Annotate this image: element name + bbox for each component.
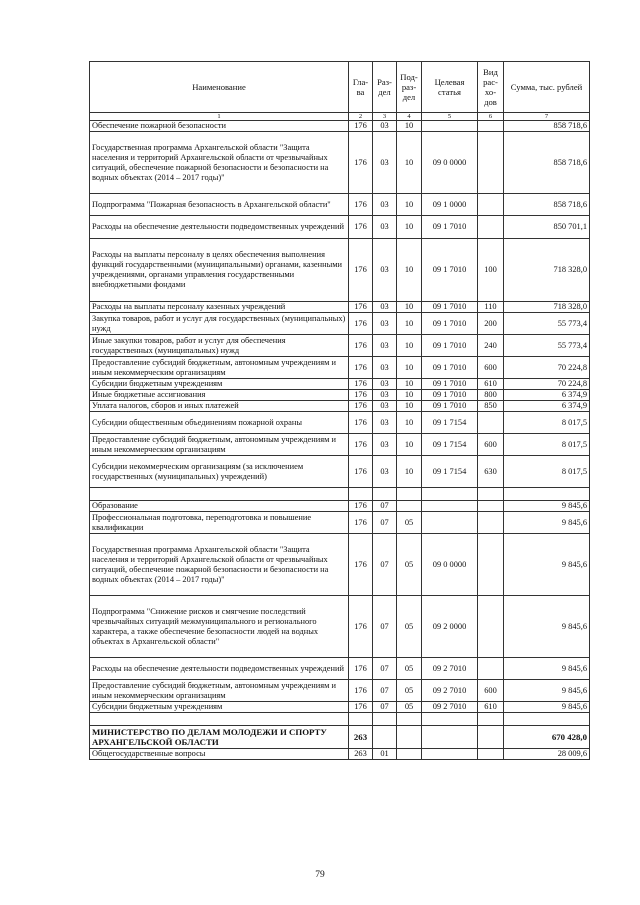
row-section: 03 <box>373 194 397 216</box>
row-sum: 70 224,8 <box>504 379 590 390</box>
row-subsection: 10 <box>397 132 422 194</box>
row-target-article <box>422 501 478 512</box>
row-name: Общегосударственные вопросы <box>90 749 349 760</box>
row-name: Уплата налогов, сборов и иных платежей <box>90 401 349 412</box>
row-sum <box>504 488 590 501</box>
row-sum: 9 845,6 <box>504 596 590 658</box>
row-name: Иные закупки товаров, работ и услуг для обеспечения государственных (муниципальных) нужд <box>90 335 349 357</box>
row-sum: 8 017,5 <box>504 412 590 434</box>
row-expense-type <box>478 512 504 534</box>
table-row <box>90 379 590 390</box>
row-subsection <box>397 726 422 749</box>
row-subsection: 05 <box>397 534 422 596</box>
table-row <box>90 239 590 302</box>
row-target-article: 09 1 0000 <box>422 194 478 216</box>
row-subsection <box>397 713 422 726</box>
row-section: 03 <box>373 239 397 302</box>
row-chapter: 176 <box>349 434 373 456</box>
row-expense-type: 200 <box>478 313 504 335</box>
row-chapter: 176 <box>349 194 373 216</box>
budget-table <box>89 61 590 760</box>
row-chapter: 263 <box>349 726 373 749</box>
row-subsection: 05 <box>397 658 422 680</box>
row-expense-type: 100 <box>478 239 504 302</box>
row-sum: 55 773,4 <box>504 335 590 357</box>
page-number: 79 <box>315 870 325 880</box>
row-sum: 55 773,4 <box>504 313 590 335</box>
row-expense-type: 600 <box>478 680 504 702</box>
row-expense-type <box>478 132 504 194</box>
row-chapter: 176 <box>349 456 373 488</box>
row-section: 07 <box>373 658 397 680</box>
row-section: 03 <box>373 313 397 335</box>
row-expense-type: 240 <box>478 335 504 357</box>
column-number-row <box>90 113 590 121</box>
row-chapter: 176 <box>349 302 373 313</box>
row-expense-type <box>478 194 504 216</box>
row-sum: 8 017,5 <box>504 434 590 456</box>
row-expense-type: 610 <box>478 702 504 713</box>
row-name: Субсидии общественным объединениям пожарной охраны <box>90 412 349 434</box>
row-name: МИНИСТЕРСТВО ПО ДЕЛАМ МОЛОДЕЖИ И СПОРТУ АРХАНГЕЛЬСКОЙ ОБЛАСТИ <box>90 726 349 749</box>
row-chapter: 176 <box>349 401 373 412</box>
row-expense-type <box>478 501 504 512</box>
header-sum: Сумма, тыс. рублей <box>504 62 590 113</box>
row-expense-type <box>478 121 504 132</box>
header-subsection: Под-раз-дел <box>397 62 422 113</box>
row-section: 03 <box>373 132 397 194</box>
row-target-article: 09 1 7010 <box>422 216 478 239</box>
row-name: Профессиональная подготовка, переподготовка и повышение квалификации <box>90 512 349 534</box>
row-subsection: 10 <box>397 412 422 434</box>
row-expense-type <box>478 749 504 760</box>
row-name: Предоставление субсидий бюджетным, автономным учреждениям и иным некоммерческим организациям <box>90 357 349 379</box>
row-section: 03 <box>373 302 397 313</box>
row-target-article: 09 2 7010 <box>422 680 478 702</box>
row-chapter: 176 <box>349 501 373 512</box>
table-row <box>90 713 590 726</box>
row-name <box>90 713 349 726</box>
row-sum: 9 845,6 <box>504 501 590 512</box>
row-section: 03 <box>373 390 397 401</box>
row-target-article: 09 2 7010 <box>422 658 478 680</box>
row-name: Обеспечение пожарной безопасности <box>90 121 349 132</box>
row-target-article: 09 1 7010 <box>422 401 478 412</box>
column-number: 2 <box>349 113 373 121</box>
row-name: Предоставление субсидий бюджетным, автономным учреждениям и иным некоммерческим организациям <box>90 680 349 702</box>
row-sum: 8 017,5 <box>504 456 590 488</box>
row-subsection: 05 <box>397 512 422 534</box>
row-section <box>373 488 397 501</box>
row-subsection: 10 <box>397 456 422 488</box>
table-row <box>90 680 590 702</box>
row-subsection: 10 <box>397 216 422 239</box>
row-target-article: 09 1 7010 <box>422 302 478 313</box>
row-target-article: 09 1 7010 <box>422 313 478 335</box>
table-row <box>90 434 590 456</box>
table-row <box>90 702 590 713</box>
header-expense-type: Вид рас-хо-дов <box>478 62 504 113</box>
row-chapter: 176 <box>349 335 373 357</box>
row-name: Подпрограмма "Пожарная безопасность в Архангельской области" <box>90 194 349 216</box>
table-row <box>90 658 590 680</box>
row-target-article <box>422 121 478 132</box>
row-chapter: 176 <box>349 596 373 658</box>
row-chapter: 176 <box>349 512 373 534</box>
row-subsection <box>397 501 422 512</box>
row-chapter: 176 <box>349 412 373 434</box>
table-row <box>90 390 590 401</box>
row-subsection: 10 <box>397 434 422 456</box>
row-target-article <box>422 512 478 534</box>
row-chapter: 176 <box>349 357 373 379</box>
row-section: 07 <box>373 512 397 534</box>
row-name <box>90 488 349 501</box>
row-subsection <box>397 488 422 501</box>
row-chapter: 176 <box>349 132 373 194</box>
row-section: 07 <box>373 680 397 702</box>
row-section <box>373 726 397 749</box>
table-row <box>90 313 590 335</box>
row-sum: 6 374,9 <box>504 390 590 401</box>
row-chapter: 176 <box>349 216 373 239</box>
row-section: 03 <box>373 357 397 379</box>
table-header-row <box>90 62 590 113</box>
row-sum: 850 701,1 <box>504 216 590 239</box>
row-subsection: 10 <box>397 302 422 313</box>
row-section: 03 <box>373 401 397 412</box>
row-subsection: 05 <box>397 680 422 702</box>
row-sum: 9 845,6 <box>504 534 590 596</box>
table-body <box>90 121 590 760</box>
row-target-article <box>422 726 478 749</box>
row-expense-type <box>478 713 504 726</box>
row-section: 03 <box>373 412 397 434</box>
row-name: Закупка товаров, работ и услуг для государственных (муниципальных) нужд <box>90 313 349 335</box>
budget-table-sheet <box>89 61 589 760</box>
row-sum: 858 718,6 <box>504 121 590 132</box>
row-sum: 9 845,6 <box>504 702 590 713</box>
row-subsection: 10 <box>397 357 422 379</box>
table-row <box>90 726 590 749</box>
header-target-article: Целевая статья <box>422 62 478 113</box>
row-sum: 70 224,8 <box>504 357 590 379</box>
table-row <box>90 488 590 501</box>
row-target-article: 09 1 7010 <box>422 390 478 401</box>
row-subsection: 10 <box>397 194 422 216</box>
row-section: 03 <box>373 121 397 132</box>
header-chapter: Гла-ва <box>349 62 373 113</box>
table-row <box>90 512 590 534</box>
row-sum: 28 009,6 <box>504 749 590 760</box>
row-target-article: 09 1 7154 <box>422 412 478 434</box>
row-name: Расходы на выплаты персоналу в целях обеспечения выполнения функций государственными (муниципальными) органами, казенными учреждениями, органами управления государственными внебюджетными фондами <box>90 239 349 302</box>
row-target-article <box>422 488 478 501</box>
table-row <box>90 121 590 132</box>
row-chapter: 176 <box>349 239 373 302</box>
row-sum: 9 845,6 <box>504 680 590 702</box>
table-row <box>90 132 590 194</box>
row-target-article: 09 1 7010 <box>422 379 478 390</box>
row-chapter: 176 <box>349 702 373 713</box>
row-expense-type <box>478 726 504 749</box>
row-chapter: 176 <box>349 658 373 680</box>
row-name: Образование <box>90 501 349 512</box>
row-subsection: 10 <box>397 313 422 335</box>
row-expense-type: 800 <box>478 390 504 401</box>
row-expense-type <box>478 488 504 501</box>
row-sum: 670 428,0 <box>504 726 590 749</box>
table-row <box>90 401 590 412</box>
column-number: 4 <box>397 113 422 121</box>
row-chapter <box>349 713 373 726</box>
row-name: Предоставление субсидий бюджетным, автономным учреждениям и иным некоммерческим организациям <box>90 434 349 456</box>
row-expense-type: 610 <box>478 379 504 390</box>
row-expense-type: 600 <box>478 357 504 379</box>
row-sum: 858 718,6 <box>504 132 590 194</box>
row-chapter: 176 <box>349 680 373 702</box>
row-sum <box>504 713 590 726</box>
row-target-article: 09 1 7154 <box>422 434 478 456</box>
row-sum: 9 845,6 <box>504 512 590 534</box>
row-subsection: 10 <box>397 401 422 412</box>
row-subsection: 10 <box>397 390 422 401</box>
row-chapter: 176 <box>349 390 373 401</box>
table-row <box>90 749 590 760</box>
column-number: 3 <box>373 113 397 121</box>
row-expense-type <box>478 534 504 596</box>
row-section <box>373 713 397 726</box>
row-target-article: 09 0 0000 <box>422 132 478 194</box>
row-name: Расходы на обеспечение деятельности подведомственных учреждений <box>90 658 349 680</box>
table-row <box>90 412 590 434</box>
row-subsection: 10 <box>397 335 422 357</box>
row-name: Государственная программа Архангельской области "Защита населения и территорий Архангельской области от чрезвычайных ситуаций, обеспечение пожарной безопасности и безопасности на водных объектах (2014 – 2017 годы)" <box>90 132 349 194</box>
table-row <box>90 456 590 488</box>
header-section: Раз-дел <box>373 62 397 113</box>
row-subsection: 10 <box>397 379 422 390</box>
row-name: Расходы на обеспечение деятельности подведомственных учреждений <box>90 216 349 239</box>
row-chapter: 176 <box>349 313 373 335</box>
row-target-article: 09 1 7010 <box>422 335 478 357</box>
row-target-article: 09 2 7010 <box>422 702 478 713</box>
row-name: Субсидии бюджетным учреждениям <box>90 379 349 390</box>
row-subsection: 05 <box>397 702 422 713</box>
row-subsection <box>397 749 422 760</box>
row-sum: 9 845,6 <box>504 658 590 680</box>
row-expense-type: 630 <box>478 456 504 488</box>
row-subsection: 10 <box>397 121 422 132</box>
table-row <box>90 216 590 239</box>
column-number: 1 <box>90 113 349 121</box>
row-expense-type <box>478 596 504 658</box>
row-sum: 6 374,9 <box>504 401 590 412</box>
column-number: 7 <box>504 113 590 121</box>
row-expense-type <box>478 658 504 680</box>
row-sum: 718 328,0 <box>504 239 590 302</box>
row-name: Субсидии бюджетным учреждениям <box>90 702 349 713</box>
row-subsection: 10 <box>397 239 422 302</box>
row-expense-type <box>478 216 504 239</box>
row-target-article <box>422 713 478 726</box>
table-row <box>90 357 590 379</box>
row-name: Субсидии некоммерческим организациям (за исключением государственных (муниципальных) учреждений) <box>90 456 349 488</box>
row-section: 07 <box>373 501 397 512</box>
row-name: Расходы на выплаты персоналу казенных учреждений <box>90 302 349 313</box>
row-chapter: 176 <box>349 121 373 132</box>
row-chapter <box>349 488 373 501</box>
header-name: Наименование <box>90 62 349 113</box>
row-section: 07 <box>373 534 397 596</box>
row-section: 03 <box>373 379 397 390</box>
column-number: 6 <box>478 113 504 121</box>
row-chapter: 176 <box>349 534 373 596</box>
row-chapter: 176 <box>349 379 373 390</box>
row-section: 03 <box>373 456 397 488</box>
row-target-article: 09 1 7010 <box>422 357 478 379</box>
row-sum: 718 328,0 <box>504 302 590 313</box>
row-section: 03 <box>373 216 397 239</box>
row-name: Подпрограмма "Снижение рисков и смягчение последствий чрезвычайных ситуаций межмуниципального и регионального характера, а также обеспечение безопасности людей на водных объектах в Архангельской области" <box>90 596 349 658</box>
row-expense-type: 850 <box>478 401 504 412</box>
table-row <box>90 534 590 596</box>
row-section: 03 <box>373 434 397 456</box>
row-subsection: 05 <box>397 596 422 658</box>
table-row <box>90 194 590 216</box>
row-expense-type: 110 <box>478 302 504 313</box>
row-section: 07 <box>373 702 397 713</box>
row-section: 03 <box>373 335 397 357</box>
row-expense-type <box>478 412 504 434</box>
row-target-article <box>422 749 478 760</box>
row-expense-type: 600 <box>478 434 504 456</box>
row-target-article: 09 1 7010 <box>422 239 478 302</box>
row-target-article: 09 0 0000 <box>422 534 478 596</box>
table-row <box>90 335 590 357</box>
row-name: Государственная программа Архангельской области "Защита населения и территорий Архангельской области от чрезвычайных ситуаций, обеспечение пожарной безопасности и безопасности на водных объектах (2014 – 2017 годы)" <box>90 534 349 596</box>
table-row <box>90 501 590 512</box>
column-number: 5 <box>422 113 478 121</box>
row-section: 07 <box>373 596 397 658</box>
row-target-article: 09 1 7154 <box>422 456 478 488</box>
row-chapter: 263 <box>349 749 373 760</box>
row-sum: 858 718,6 <box>504 194 590 216</box>
row-target-article: 09 2 0000 <box>422 596 478 658</box>
row-section: 01 <box>373 749 397 760</box>
table-row <box>90 302 590 313</box>
table-row <box>90 596 590 658</box>
row-name: Иные бюджетные ассигнования <box>90 390 349 401</box>
